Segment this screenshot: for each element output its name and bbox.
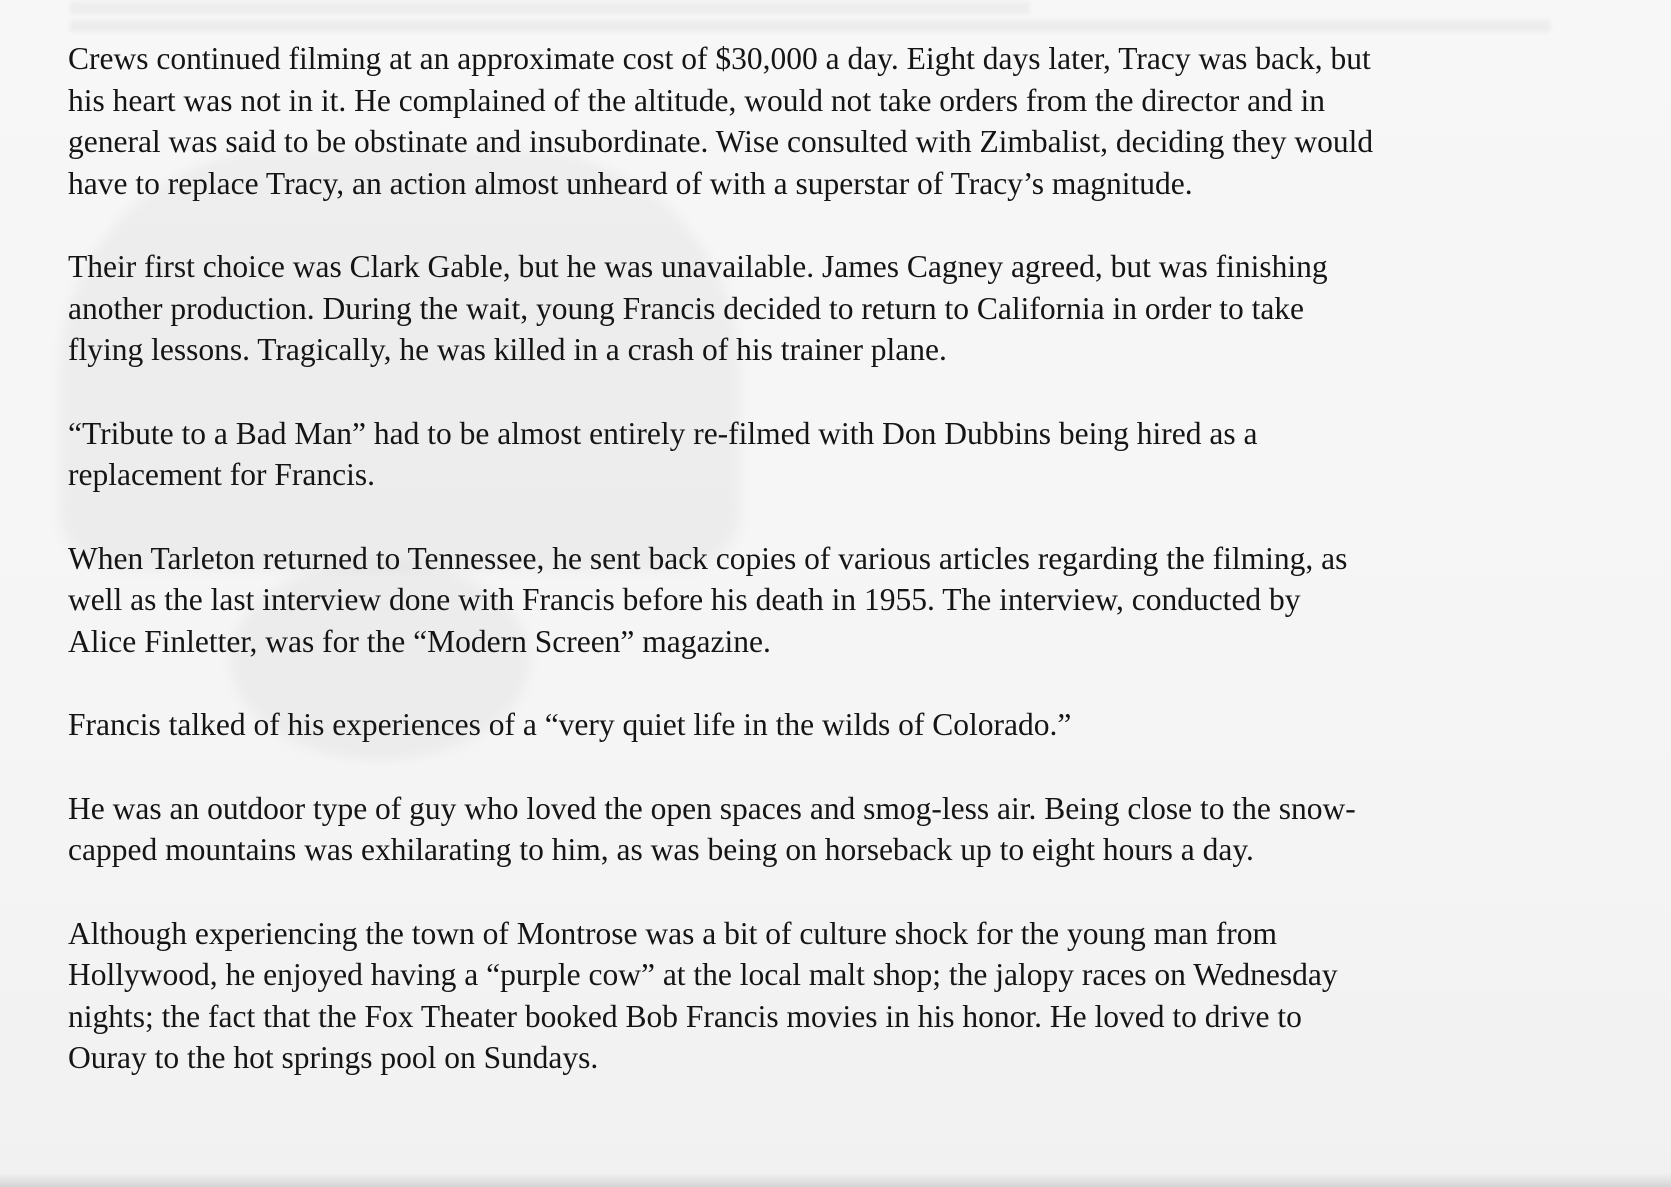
text-line: Hollywood, he enjoyed having a “purple cow” at the local malt shop; the jalopy races on Wednesday: [68, 957, 1338, 992]
text-line: another production. During the wait, young Francis decided to return to California in order to take: [68, 290, 1305, 326]
paragraph-3: [68, 413, 1628, 496]
paragraph-4: [68, 538, 1628, 663]
body-text: [68, 38, 1628, 1121]
show-through-line: [70, 2, 1030, 14]
page-bottom-edge: [0, 1173, 1671, 1187]
text-line: have to replace Tracy, an action almost unheard of with a superstar of Tracy’s magnitude.: [68, 165, 1193, 201]
paragraph-2: [68, 246, 1628, 371]
text-line: replacement for Francis.: [68, 457, 375, 492]
text-line: Crews continued filming at an approximate cost of $30,000 a day. Eight days later, Tracy was back, but: [68, 41, 1371, 76]
text-line: Francis talked of his experiences of a “very quiet life in the wilds of Colorado.”: [68, 707, 1072, 742]
text-line: capped mountains was exhilarating to him, as was being on horseback up to eight hours a day.: [68, 832, 1254, 867]
text-line: well as the last interview done with Francis before his death in 1955. The interview, conducted by: [68, 582, 1301, 617]
text-line: Alice Finletter, was for the “Modern Screen” magazine.: [68, 623, 771, 659]
text-line: flying lessons. Tragically, he was killed in a crash of his trainer plane.: [68, 332, 947, 367]
text-line: his heart was not in it. He complained of the altitude, would not take orders from the director and in: [68, 82, 1326, 118]
text-line: When Tarleton returned to Tennessee, he sent back copies of various articles regarding the filming, as: [68, 540, 1348, 576]
paragraph-5: [68, 704, 1628, 746]
text-line: Their first choice was Clark Gable, but he was unavailable. James Cagney agreed, but was finishing: [68, 249, 1328, 284]
text-line: nights; the fact that the Fox Theater booked Bob Francis movies in his honor. He loved to drive to: [68, 998, 1302, 1034]
paragraph-1: [68, 38, 1628, 204]
text-line: He was an outdoor type of guy who loved the open spaces and smog-less air. Being close to the snow-: [68, 790, 1356, 826]
text-line: general was said to be obstinate and insubordinate. Wise consulted with Zimbalist, deciding they would: [68, 124, 1374, 159]
text-line: Although experiencing the town of Montrose was a bit of culture shock for the young man from: [68, 915, 1277, 951]
text-line: “Tribute to a Bad Man” had to be almost entirely re-filmed with Don Dubbins being hired as a: [68, 415, 1258, 451]
paragraph-7: [68, 913, 1628, 1079]
show-through-line: [70, 20, 1550, 32]
text-line: Ouray to the hot springs pool on Sundays.: [68, 1040, 599, 1075]
paragraph-6: [68, 788, 1628, 871]
